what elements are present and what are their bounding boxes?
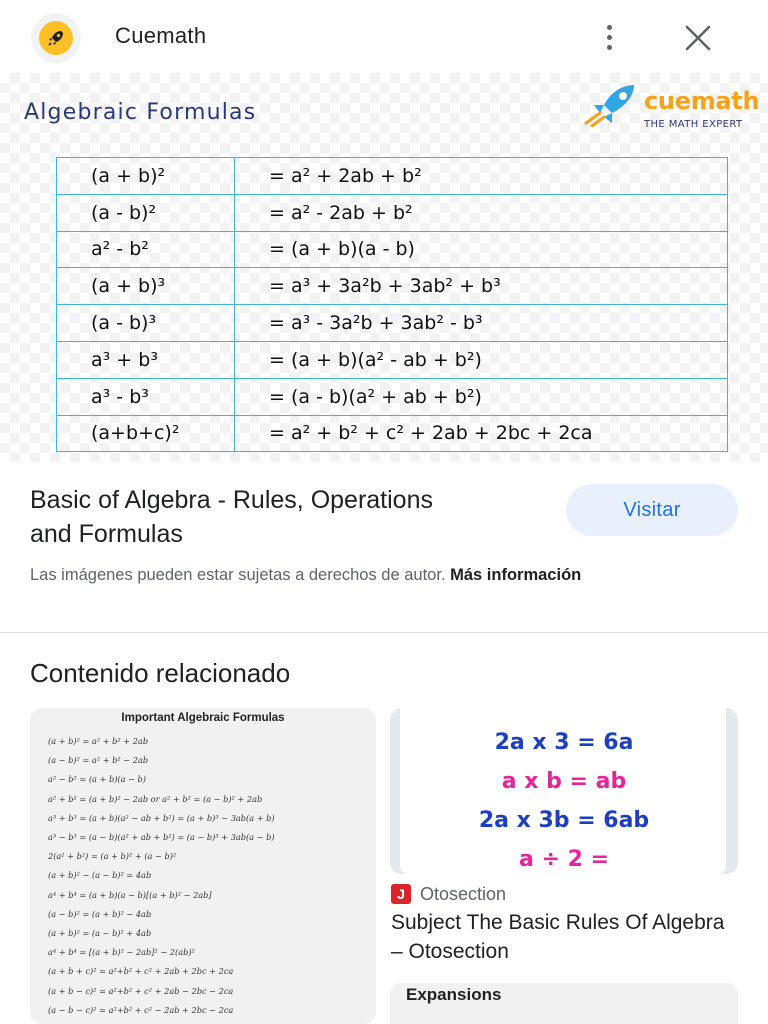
formula-lhs: (a+b+c)² <box>57 415 235 452</box>
formula-lhs: a² - b² <box>57 231 235 268</box>
formula-rhs: = a² + 2ab + b² <box>235 158 728 195</box>
card-title[interactable]: Subject The Basic Rules Of Algebra – Otosection <box>391 911 725 963</box>
formula-line: a³ + b³ = (a + b)(a² − ab + b²) = (a + b)³ − 3ab(a + b) <box>48 812 275 823</box>
equation: 2a x 3 = 6a <box>494 730 634 755</box>
brand-rocket-icon <box>582 83 638 127</box>
formula-row <box>57 194 728 231</box>
equation: a ÷ 2 = <box>519 847 609 872</box>
equation: a x b = ab <box>501 769 627 794</box>
preview-image[interactable] <box>0 73 768 462</box>
formula-lhs: a³ - b³ <box>57 378 235 415</box>
more-info-link[interactable]: Más información <box>450 566 582 584</box>
formula-line: (a − b)² = a² + b² − 2ab <box>48 755 149 766</box>
formula-rhs: = a² + b² + c² + 2ab + 2bc + 2ca <box>235 415 728 452</box>
formula-row <box>57 415 728 452</box>
formula-row <box>57 268 728 305</box>
formula-lhs: (a + b)² <box>57 158 235 195</box>
card-heading: Expansions <box>406 985 502 1004</box>
formula-line: a² − b² = (a + b)(a − b) <box>48 774 146 785</box>
rocket-icon <box>39 21 73 55</box>
formula-line: (a + b)² = (a − b)² + 4ab <box>48 928 152 939</box>
formula-line: (a + b)² = a² + b² + 2ab <box>48 736 149 746</box>
otosection-icon: J <box>391 884 411 904</box>
card-source <box>391 883 506 905</box>
close-icon[interactable] <box>682 22 714 54</box>
formula-line: (a + b + c)² = a²+b² + c² + 2ab + 2bc + 2ca <box>48 966 234 977</box>
formula-line: a² + b² = (a + b)² − 2ab or a² + b² = (a − b)² + 2ab <box>48 793 263 804</box>
equation: 2a x 3b = 6ab <box>478 808 650 833</box>
formula-line: a³ − b³ = (a − b)(a² + ab + b²) = (a − b)³ + 3ab(a − b) <box>48 832 275 843</box>
related-card-expansions[interactable] <box>390 983 738 1024</box>
formula-lhs: (a - b)³ <box>57 305 235 342</box>
formula-lhs: (a - b)² <box>57 194 235 231</box>
formula-rhs: = (a - b)(a² + ab + b²) <box>235 378 728 415</box>
formula-line: a⁴ + b⁴ = (a + b)(a − b)[(a + b)² − 2ab] <box>48 889 212 900</box>
formula-row <box>57 305 728 342</box>
formula-lhs: a³ + b³ <box>57 341 235 378</box>
more-vert-icon[interactable] <box>594 20 624 54</box>
visit-button[interactable]: Visitar <box>566 484 738 536</box>
formula-lhs: (a + b)³ <box>57 268 235 305</box>
site-name: Cuemath <box>115 23 207 48</box>
formula-line: (a + b − c)² = a²+b² + c² + 2ab − 2bc − 2ca <box>48 985 234 996</box>
source-name: Otosection <box>420 883 507 904</box>
top-bar <box>0 0 768 72</box>
card-formula-list <box>48 732 275 1020</box>
formula-row <box>57 158 728 195</box>
brand-name: cuemath <box>644 87 760 115</box>
formula-line: 2(a² + b²) = (a + b)² + (a − b)² <box>48 851 177 862</box>
preview-title: Algebraic Formulas <box>24 100 257 125</box>
formula-line: a⁴ + b⁴ = [(a + b)² − 2ab]² − 2(ab)² <box>48 947 195 958</box>
formula-row <box>57 378 728 415</box>
related-card-formulas[interactable] <box>30 708 376 1024</box>
brand-tagline: THE MATH EXPERT <box>644 119 743 130</box>
related-heading: Contenido relacionado <box>30 658 291 688</box>
divider <box>0 632 768 633</box>
formulas-table <box>56 157 728 452</box>
cuemath-brand-logo <box>582 83 762 143</box>
formula-rhs: = (a + b)(a - b) <box>235 231 728 268</box>
formula-rhs: = a² - 2ab + b² <box>235 194 728 231</box>
formula-row <box>57 231 728 268</box>
formula-line: (a − b)² = (a + b)² − 4ab <box>48 908 152 919</box>
card-title: Important Algebraic Formulas <box>121 712 285 724</box>
formula-rhs: = (a + b)(a² - ab + b²) <box>235 341 728 378</box>
formula-line: (a + b)² − (a − b)² = 4ab <box>48 870 152 881</box>
copyright-notice <box>30 564 670 587</box>
formula-rhs: = a³ - 3a²b + 3ab² - b³ <box>235 305 728 342</box>
related-card-rules[interactable] <box>390 708 738 874</box>
formula-line: (a − b − c)² = a²+b² + c² − 2ab + 2bc − 2ca <box>48 1004 234 1015</box>
result-title[interactable]: Basic of Algebra - Rules, Operations and Formulas <box>30 486 433 548</box>
formula-rhs: = a³ + 3a²b + 3ab² + b³ <box>235 268 728 305</box>
site-logo[interactable] <box>31 13 81 63</box>
copyright-text: Las imágenes pueden estar sujetas a derechos de autor. <box>30 566 446 584</box>
formula-row <box>57 341 728 378</box>
